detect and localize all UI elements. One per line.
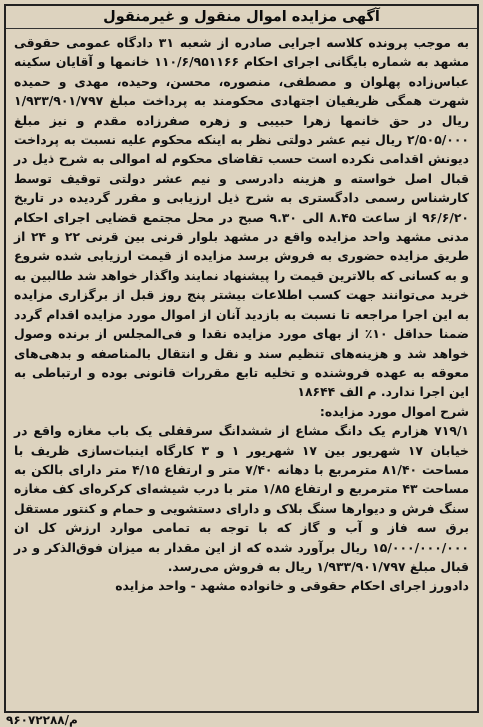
notice-paragraph-property: ۷۱۹/۱ هزارم یک دانگ مشاع از ششدانگ سرقفلی یک باب مغازه واقع در خیابان ۱۷ شهریور بین ۱۷ شهریور ۱ و ۳ کارگاه اینبات‌سازی ظریف با مساحت ۸۱/۴۰ مترمربع با دهانه ۷/۴۰ متر و ارتفاع ۴/۱۵ متر دارای بالکن به مساحت ۴۳ مترمربع و ارتفاع ۱/۸۵ متر با درب شیشه‌ای کرکره‌ای کف مغازه سنگ فرش و دیوارها سنگ بلاک و دارای دستشویی و حمام و کنتور مستقل برق سه فاز و آب و گاز که با توجه به تمامی موارد ارزش کل ان ۱۵/۰۰۰/۰۰۰/۰۰۰ ریال برآورد شده که از این مقدار به میزان فوق‌الذکر و در قبال مبلغ ۱/۹۳۳/۹۰۱/۷۹۷ ریال به فروش می‌رسد. [14, 423, 470, 574]
notice-frame [4, 4, 479, 713]
notice-paragraph-main: به موجب پرونده کلاسه اجرایی صادره از شعبه ۳۱ دادگاه عمومی حقوقی مشهد به شماره بایگانی اجرای احکام ۱۱۰/۶/۹۵۱۱۶۶ خانمها و آقایان سکینه عباس‌زاده پهلوان و مصطفی، منصوره، محسن، وحیده، مهدی و حمیده شهرت همگی ظریفیان اجتهادی محکومند به پرداخت مبلغ ۱/۹۳۳/۹۰۱/۷۹۷ ریال در حق خانمها زهرا حبیبی و زهره صفرزاده مقدم و نیز مبلغ ۲/۵۰۵/۰۰۰ ریال نیم عشر دولتی نظر به اینکه محکوم علیه نسبت به پرداخت دیونش اقدامی نکرده است حسب تقاضای محکوم له اموالی به شرح ذیل در قبال اصل خواسته و هزینه دادرسی و نیم عشر دولتی توقیف توسط کارشناس رسمی دادگستری به شرح ذیل ارزیابی و مقرر گردیده در تاریخ ۹۶/۶/۲۰ از ساعت ۸.۴۵ الی ۹.۳۰ صبح در محل مجتمع قضایی اجرای احکام مدنی مشهد واحد مزایده واقع در مشهد بلوار قرنی بین قرنی ۲۲ و ۲۴ از طریق مزایده حضوری به فروش برسد مزایده از قیمت ارزیابی شده شروع و به کسانی که بالاترین قیمت را پیشنهاد نمایند واگذار خواهد شد طالبین به خرید می‌توانند جهت کسب اطلاعات بیشتر پنج روز قبل از برگزاری مزایده به این اجرا مراجعه تا نسبت به بازدید آنان از اموال مورد مزایده اقدام گردد ضمنا حداقل ۱۰٪ از بهای مورد مزایده نقدا و فی‌المجلس از برنده وصول خواهد شد و هزینه‌های تنظیم سند و نقل و انتقال بالمناصفه و بدهی‌های معوقه به عهده فروشنده و تخلیه تابع مقررات قانونی بوده و ارتباطی به این اجرا ندارد. م الف ۱۸۶۴۴ [14, 35, 470, 400]
notice-body [14, 33, 469, 596]
notice-signature: دادورز اجرای احکام حقوقی و خانواده مشهد - واحد مزایده [115, 578, 469, 594]
notice-code: م/۹۶۰۷۲۲۸۸ [6, 713, 78, 727]
section-heading: شرح اموال مورد مزایده: [319, 403, 469, 419]
notice-title: آگهی مزایده اموال منقول و غیرمنقول [6, 6, 477, 29]
